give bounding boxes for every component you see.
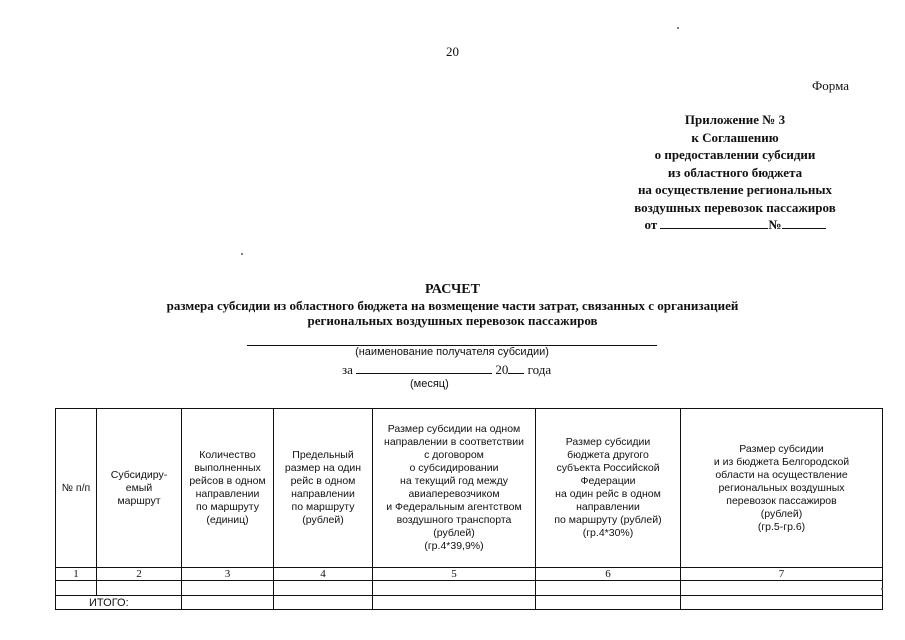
table-cell: [373, 596, 536, 610]
header-line: на текущий год между: [400, 475, 508, 487]
header-line: области на осуществление: [715, 468, 848, 481]
year-blank: [508, 361, 524, 374]
header-line: (рублей): [433, 527, 475, 539]
column-number: 1: [56, 568, 97, 581]
subtitle-line: размера субсидии из областного бюджета на возмещение части затрат, связанных с организацией: [166, 298, 739, 313]
table-cell: [681, 581, 883, 596]
header-cell: [536, 409, 681, 568]
appendix-line: Приложение № 3: [684, 112, 786, 127]
scan-speck: [881, 588, 883, 590]
column-number: 5: [373, 568, 536, 581]
month-caption: (месяц): [410, 378, 449, 390]
header-line: емый: [125, 481, 153, 494]
header-line: на один рейс в одном: [555, 488, 661, 500]
document-title: РАСЧЕТ: [425, 282, 480, 297]
column-number: 3: [182, 568, 274, 581]
header-line: авиаперевозчиком: [408, 488, 500, 500]
date-blank: [660, 216, 768, 229]
number-blank: [782, 216, 826, 229]
header-line: Размер субсидии: [739, 442, 824, 455]
header-cell: [373, 409, 536, 568]
table-cell: [97, 581, 182, 596]
table-cell: [182, 596, 274, 610]
appendix-line: о предоставлении субсидии: [654, 147, 816, 162]
header-line: (рублей): [302, 514, 344, 526]
period-prefix: за: [342, 362, 353, 377]
appendix-date-line: [600, 216, 870, 234]
subtitle-line: региональных воздушных перевозок пассажиров: [307, 313, 598, 328]
scan-speck: [241, 253, 243, 255]
header-line: по маршруту (рублей): [554, 514, 662, 526]
header-line: о субсидировании: [409, 462, 499, 474]
table-cell: [56, 581, 97, 596]
total-row: [56, 596, 883, 610]
header-line: № п/п: [61, 481, 91, 494]
header-cell: [97, 409, 182, 568]
appendix-line: воздушных перевозок пассажиров: [634, 199, 836, 215]
column-number: 6: [536, 568, 681, 581]
subsidy-table: [55, 408, 883, 610]
appendix-line: из областного бюджета: [667, 164, 803, 180]
year-suffix: года: [527, 362, 552, 377]
header-line: (гр.5-гр.6): [757, 520, 806, 533]
header-line: бюджета другого: [567, 449, 649, 461]
header-line: направлении: [576, 501, 640, 513]
scan-speck: [677, 27, 679, 29]
header-line: Федерации: [580, 475, 636, 487]
date-prefix: от: [644, 217, 658, 232]
header-line: региональных воздушных: [718, 481, 845, 494]
header-line: по маршруту: [196, 501, 259, 513]
header-line: (единиц): [206, 514, 249, 526]
year-prefix: 20: [495, 362, 509, 377]
column-number: 7: [681, 568, 883, 581]
header-line: и из бюджета Белгородской: [713, 455, 850, 468]
header-line: перевозок пассажиров: [726, 494, 837, 507]
header-line: рейс в одном: [290, 475, 356, 487]
header-line: направлении: [195, 488, 260, 500]
header-line: субъекта Российской: [556, 462, 660, 474]
appendix-line: к Соглашению: [691, 129, 779, 145]
header-line: размер на один: [284, 462, 362, 474]
header-line: направлении в соответствии: [384, 436, 524, 448]
appendix-line: на осуществление региональных: [637, 182, 833, 197]
column-number: 2: [97, 568, 182, 581]
header-line: с договором: [424, 449, 484, 461]
header-cell: [182, 409, 274, 568]
header-line: выполненных: [194, 462, 261, 474]
appendix-block: [600, 111, 870, 234]
table-cell: [536, 581, 681, 596]
header-line: (гр.4*39,9%): [424, 540, 484, 552]
header-line: Количество: [199, 449, 256, 461]
total-label: ИТОГО:: [56, 596, 182, 610]
table-cell: [373, 581, 536, 596]
header-line: Размер субсидии на одном: [387, 423, 521, 435]
header-line: Субсидиру-: [110, 468, 168, 481]
form-label: Форма: [812, 78, 849, 93]
header-line: воздушного транспорта: [396, 514, 512, 526]
table-cell: [536, 596, 681, 610]
table-header-row: [56, 409, 883, 568]
header-line: направлении: [291, 488, 355, 500]
number-sign: №: [768, 217, 782, 232]
header-cell: [274, 409, 373, 568]
month-blank: [356, 361, 492, 374]
header-line: (гр.4*30%): [582, 527, 634, 539]
page-number: 20: [446, 44, 459, 59]
recipient-caption: (наименование получателя субсидии): [355, 346, 549, 358]
header-line: рейсов в одном: [189, 475, 266, 487]
header-cell: [56, 409, 97, 568]
period-line: [342, 361, 551, 378]
header-line: (рублей): [760, 507, 803, 520]
table-cell: [681, 596, 883, 610]
table-cell: [182, 581, 274, 596]
header-cell: [681, 409, 883, 568]
table-row: [56, 581, 883, 596]
header-line: и Федеральным агентством: [386, 501, 522, 513]
document-subtitle: [40, 298, 865, 328]
header-line: Размер субсидии: [565, 436, 651, 448]
column-number: 4: [274, 568, 373, 581]
column-number-row: [56, 568, 883, 581]
header-line: маршрут: [117, 494, 161, 507]
table-cell: [274, 581, 373, 596]
header-line: по маршруту: [291, 501, 355, 513]
header-line: Предельный: [292, 449, 354, 461]
table-cell: [274, 596, 373, 610]
